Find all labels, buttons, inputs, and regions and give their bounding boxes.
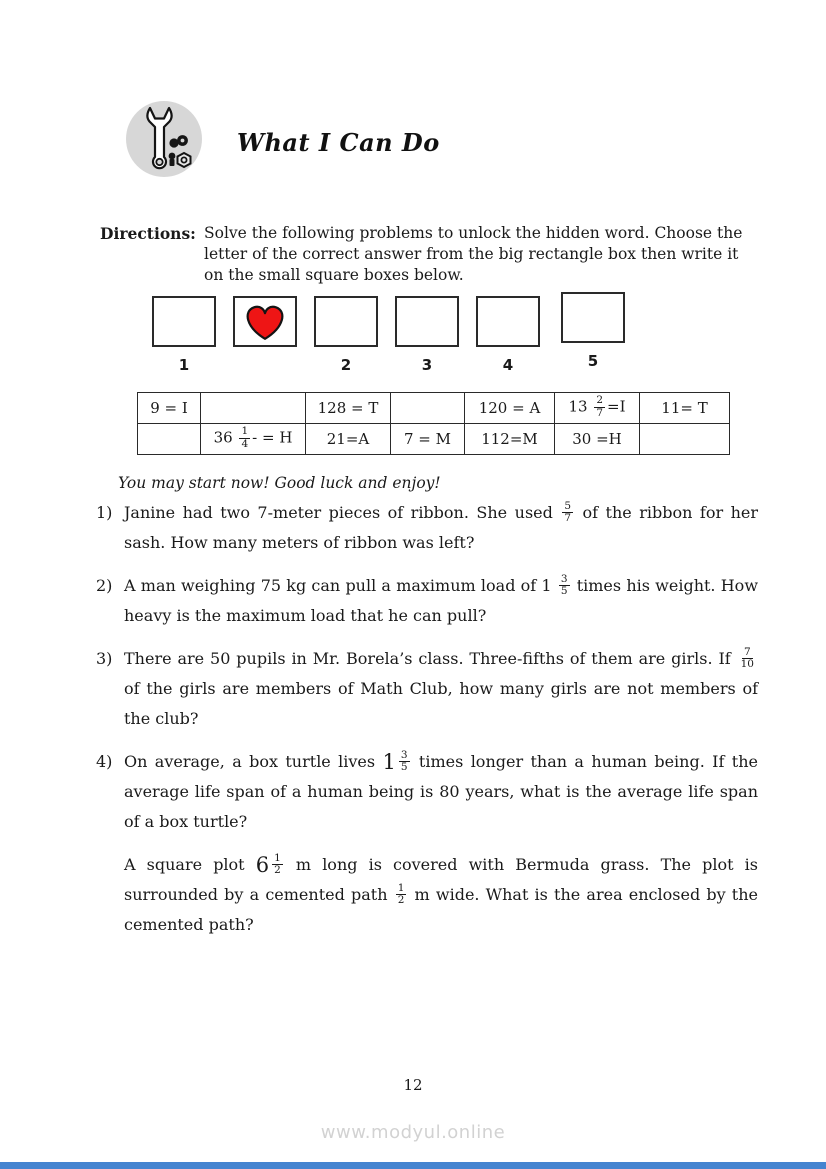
table-cell: 7 = M (391, 424, 465, 455)
start-line: You may start now! Good luck and enjoy! (118, 474, 441, 492)
answer-box-number: 3 (421, 356, 433, 374)
problem-number: 2) (96, 576, 113, 595)
answer-box (395, 296, 459, 347)
problem-text: Janine had two 7-meter pieces of ribbon. She used $\frac{5}{7}$ of the ribbon for her sash. How many meters of ribbon was left? (124, 499, 759, 552)
table-cell: 120 = A (465, 393, 555, 424)
fraction: $\frac{3}{5}$ (400, 748, 408, 773)
answer-box-number: 1 (178, 356, 190, 374)
watermark: www.modyul.online (320, 1122, 506, 1143)
table-cell (201, 393, 306, 424)
problem-item (96, 747, 758, 837)
table-cell: 9 = I (138, 393, 201, 424)
answer-box-slot (152, 296, 216, 374)
problem-text: A man weighing 75 kg can pull a maximum load of 1 $\frac{3}{5}$ times his weight. How heavy is the maximum load that he can pull? (124, 572, 759, 625)
answer-box-number: 4 (502, 356, 514, 374)
directions-label: Directions: (100, 224, 196, 243)
problem-item (96, 644, 758, 734)
problem-number: 3) (96, 649, 113, 668)
fraction: $\frac{2}{7}$ (596, 394, 604, 419)
answer-table-body (138, 393, 730, 455)
directions-text: Solve the following problems to unlock the hidden word. Choose the letter of the correct answer from the big rectangle box then write it on the small square boxes below. (204, 224, 743, 284)
problems-list (96, 498, 758, 953)
fraction: $\frac{1}{2}$ (397, 881, 405, 906)
table-cell: 112=M (465, 424, 555, 455)
directions (100, 223, 743, 286)
table-cell (640, 424, 730, 455)
answer-box (476, 296, 540, 347)
fraction: $\frac{1}{2}$ (274, 851, 281, 876)
fraction: $\frac{1}{4}$ (241, 425, 249, 450)
bottom-accent-bar (0, 1162, 826, 1169)
wrench-and-gears-icon (124, 99, 204, 179)
problem-item (96, 850, 758, 940)
problem-text: A square plot 6 $\frac{1}{2}$ m long is covered with Bermuda grass. The plot is surrounded by a cemented path $\frac{1}{2}$ m wide. What is the area enclosed by the cemented path? (124, 851, 759, 934)
table-row (138, 393, 730, 424)
fraction: $\frac{3}{5}$ (560, 572, 568, 597)
heart-icon (239, 301, 291, 343)
answer-box (561, 292, 625, 343)
fraction: $\frac{7}{10}$ (740, 645, 754, 670)
table-row (138, 424, 730, 455)
table-cell: 30 =H (555, 424, 640, 455)
table-cell (138, 424, 201, 455)
problem-text: There are 50 pupils in Mr. Borela’s class. Three-fifths of them are girls. If $\frac{7}{10}$ of the girls are members of Math Club, how many girls are not members of the club? (124, 645, 758, 728)
fraction: $\frac{5}{7}$ (564, 499, 572, 524)
answer-box (314, 296, 378, 347)
answer-box-slot (395, 296, 459, 374)
answer-table (137, 392, 730, 455)
problem-number: 4) (96, 752, 113, 771)
answer-box-slot (476, 296, 540, 374)
table-cell: 36 $\frac{1}{4}$ - = H (201, 424, 306, 455)
answer-box-slot (233, 296, 297, 374)
table-cell: 13 $\frac{2}{7}$ =I (555, 393, 640, 424)
table-cell: 11= T (640, 393, 730, 424)
answer-box-slot (314, 296, 378, 374)
table-cell: 21=A (306, 424, 391, 455)
answer-box (152, 296, 216, 347)
table-cell (391, 393, 465, 424)
answer-box-number: 5 (587, 352, 599, 370)
problem-number: 1) (96, 503, 113, 522)
answer-box-number: 2 (340, 356, 352, 374)
problem-text: On average, a box turtle lives 1 $\frac{3}{5}$ times longer than a human being. If the average life span of a human being is 80 years, what is the average life span of a box turtle? (124, 748, 758, 831)
page-title: What I Can Do (237, 128, 440, 157)
problem-item (96, 498, 758, 558)
answer-boxes-row (152, 296, 625, 374)
mixed-number-whole: 1 (382, 750, 396, 774)
mixed-number-whole: 6 (255, 853, 270, 877)
answer-box-slot (561, 292, 625, 370)
answer-box-heart (233, 296, 297, 347)
page-number: 12 (403, 1076, 423, 1094)
table-cell: 128 = T (306, 393, 391, 424)
problem-item (96, 571, 758, 631)
